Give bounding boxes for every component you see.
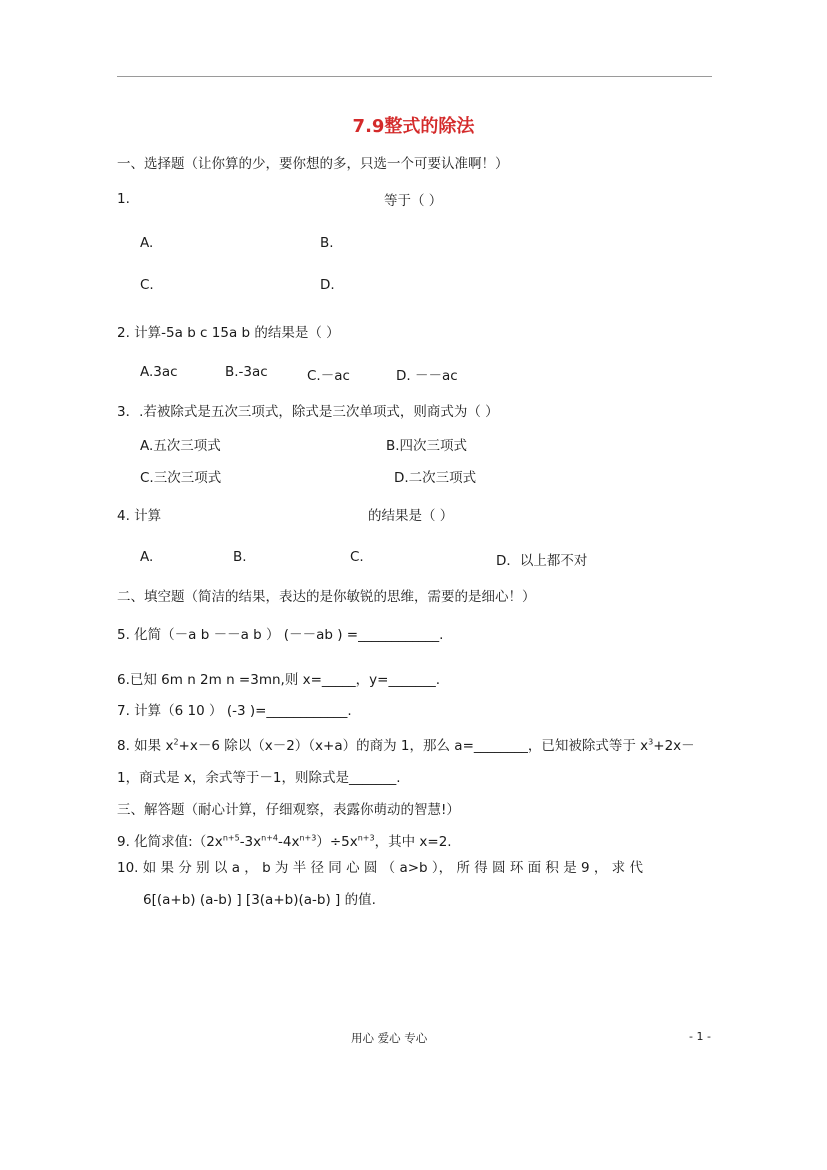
q9-stem [117,830,452,850]
q9-exponent-3: n+3 [299,833,317,843]
q8-line1-part-a: 8. 如果 x [117,738,174,754]
q9-part-b: -3x [239,834,262,850]
q9-exponent-4: n+3 [357,833,375,843]
q9-exponent-1: n+5 [222,833,240,843]
q7-stem: 7. 计算（6 10 ） (-3 )=____________. [117,703,352,719]
q4-stem-tail: 的结果是（ ） [368,508,454,524]
q2-stem: 2. 计算-5a b c 15a b 的结果是（ ） [117,325,340,341]
q3-option-b: B.四次三项式 [386,438,468,454]
q1-number: 1. [117,191,130,207]
q9-part-c: -4x [278,834,300,850]
section-heading-fill: 二、填空题（简洁的结果，表达的是你敏锐的思维，需要的是细心！） [117,589,536,605]
q3-option-a: A.五次三项式 [140,438,221,454]
q4-option-a: A. [140,549,154,565]
q8-line1 [117,734,695,754]
page-title: 7.9整式的除法 [352,116,475,137]
q1-stem-tail: 等于（ ） [384,193,443,209]
q9-part-d: ）÷5x [316,834,358,850]
page-number: - 1 - [689,1030,711,1043]
page-footer: 用心 爱心 专心 [351,1031,428,1045]
q5-stem: 5. 化简（－a b －－a b ） (－－ab ) =____________. [117,627,444,643]
q1-option-d: D. [320,277,335,293]
section-heading-choice: 一、选择题（让你算的少，要你想的多，只选一个可要认准啊！） [117,156,509,172]
q9-exponent-2: n+4 [261,833,279,843]
q10-line1: 10. 如 果 分 别 以 a ， b 为 半 径 同 心 圆 （ a>b ）， 所 得 圆 环 面 积 是 9 ， 求 代 [117,860,643,876]
section-heading-solve: 三、解答题（耐心计算，仔细观察，表露你萌动的智慧!） [117,802,460,818]
q4-option-c: C. [350,549,364,565]
q4-option-b: B. [233,549,247,565]
q9-part-a: 9. 化简求值:（2x [117,834,223,850]
q2-option-d: D. －－ac [396,368,458,384]
q8-line1-part-b: +x－6 除以（x－2）（x+a）的商为 1，那么 a=________，已知被除式等于 x [178,738,649,754]
q8-line2: 1，商式是 x，余式等于－1，则除式是_______. [117,770,401,786]
q1-option-c: C. [140,277,154,293]
q8-exponent-2: 2 [173,737,179,747]
q8-exponent-3: 3 [648,737,654,747]
q3-option-d: D.二次三项式 [394,470,477,486]
q6-stem: 6.已知 6m n 2m n =3mn,则 x=_____，y=_______. [117,672,441,688]
q1-option-b: B. [320,235,334,251]
q1-option-a: A. [140,235,154,251]
q10-line2: 6[(a+b) (a-b) ] [3(a+b)(a-b) ] 的值. [143,892,376,908]
header-rule [117,76,712,77]
q4-stem-lead: 4. 计算 [117,508,162,524]
q3-stem: 3．.若被除式是五次三项式，除式是三次单项式，则商式为（ ） [117,404,499,420]
q3-option-c: C.三次三项式 [140,470,222,486]
q2-option-b: B.-3ac [225,364,268,380]
q9-part-e: ，其中 x=2. [374,834,452,850]
q8-line1-part-c: +2x－ [653,738,695,754]
q2-option-c: C.－ac [307,368,350,384]
q2-option-a: A.3ac [140,364,178,380]
q4-option-d: D．以上都不对 [496,553,588,569]
